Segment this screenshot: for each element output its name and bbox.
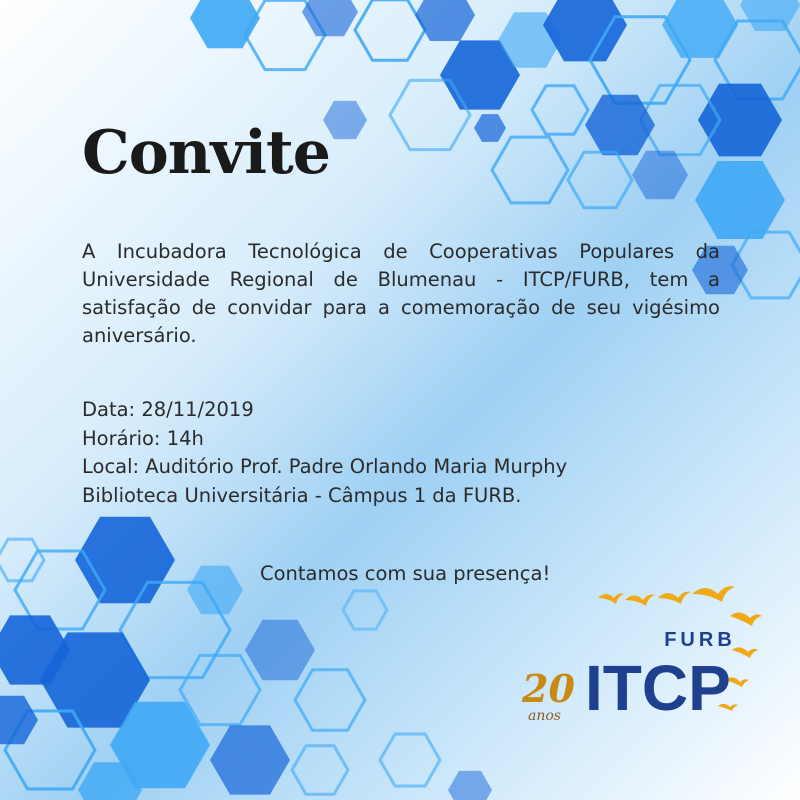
invitation-intro-paragraph: A Incubadora Tecnológica de Cooperativas Populares da Universidade Regional de Blumenau - ITCP/FURB, tem a satisfação de convidar para a comemoração de seu vigésimo aniversário. (82, 240, 720, 347)
hexagon-shape (543, 0, 627, 61)
hexagon-shape (632, 151, 688, 199)
event-date: Data: 28/11/2019 (82, 398, 254, 421)
hexagon-shape (532, 86, 588, 134)
hexagon-shape (187, 566, 243, 614)
invitation-title: Convite (82, 118, 330, 188)
logo-anniversary-number: 20 (522, 666, 575, 711)
logo-university-text: FURB (664, 629, 736, 651)
event-location: Local: Auditório Prof. Padre Orlando Maria Murphy (82, 455, 568, 478)
hexagon-shape (474, 114, 506, 142)
hexagon-shape (355, 0, 425, 60)
logo-brand-text: ITCP (585, 652, 731, 724)
hexagon-shape (302, 0, 358, 36)
event-details (82, 396, 567, 510)
hexagon-shape (0, 696, 38, 744)
hexagon-shape (415, 0, 475, 41)
hexagon-shape (448, 771, 492, 800)
hexagon-shape (295, 670, 365, 731)
event-location-detail: Biblioteca Universitária - Câmpus 1 da FURB. (82, 483, 522, 507)
closing-message: Contamos com sua presença! (260, 562, 551, 585)
hexagon-shape (568, 152, 632, 207)
hexagon-shape (245, 620, 315, 681)
logo-anniversary-word: anos (528, 708, 561, 724)
hexagon-shape (662, 0, 738, 58)
hexagon-shape (380, 734, 440, 786)
hexagon-shape (210, 725, 290, 794)
hexagon-shape (0, 539, 44, 581)
hexagon-shape (698, 84, 782, 157)
hexagon-shape (292, 746, 348, 794)
hexagon-shape (492, 137, 568, 203)
itcp-furb-20-anos-logo (520, 580, 780, 740)
hexagon-shape (695, 161, 785, 239)
hexagon-shape (343, 591, 387, 629)
hexagon-shape (740, 0, 800, 31)
event-time: Horário: 14h (82, 426, 204, 450)
hexagon-shape (75, 517, 175, 604)
